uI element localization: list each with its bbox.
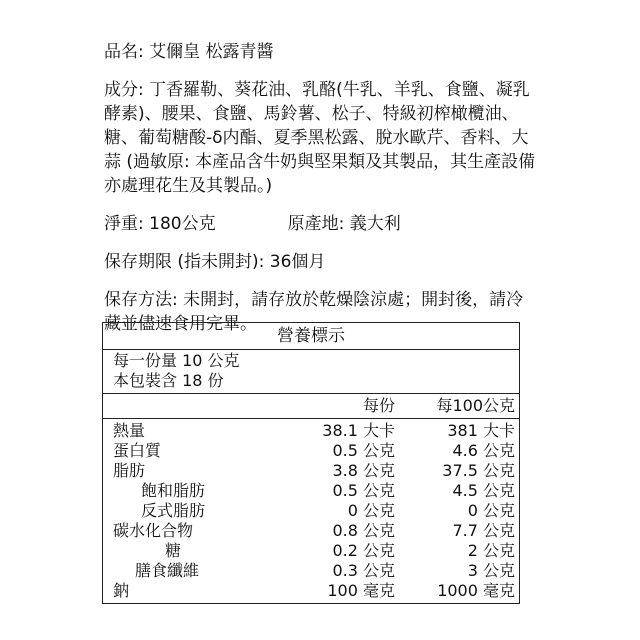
nutrient-row-protein <box>113 441 515 461</box>
nutrient-row-sodium <box>113 581 515 601</box>
nutrient-name: 熱量 <box>113 421 146 440</box>
nutrient-per-serving: 0 公克 <box>347 501 395 520</box>
nutrient-row-carbohydrate <box>113 521 515 541</box>
nutrient-name: 鈉 <box>113 581 130 600</box>
nutrient-row-fat <box>113 461 515 481</box>
nutrient-per-100g: 1000 毫克 <box>437 581 515 600</box>
nutrient-per-100g: 381 大卡 <box>447 421 515 440</box>
nutrient-per-serving: 38.1 大卡 <box>322 421 395 440</box>
nutrient-per-serving: 0.3 公克 <box>332 561 395 580</box>
nutrient-per-serving: 0.2 公克 <box>332 541 395 560</box>
nutrition-title: 營養標示 <box>103 323 519 350</box>
nutrient-row-energy <box>113 421 515 441</box>
nutrition-column-headers <box>103 394 519 419</box>
nutrient-name: 反式脂肪 <box>141 501 206 520</box>
weight-origin-row <box>104 212 536 236</box>
servings-per-package: 本包裝含 18 份 <box>113 371 224 390</box>
nutrient-per-100g: 37.5 公克 <box>442 461 515 480</box>
nutrient-per-100g: 4.5 公克 <box>452 481 515 500</box>
nutrient-per-100g: 3 公克 <box>467 561 515 580</box>
shelf-life: 保存期限 (指未開封): 36個月 <box>104 252 326 272</box>
net-weight: 淨重: 180公克 <box>104 214 216 234</box>
col-header-per-100g: 每100公克 <box>436 396 515 415</box>
serving-size: 每一份量 10 公克 <box>113 351 240 370</box>
col-header-per-serving: 每份 <box>362 396 395 415</box>
product-info <box>104 40 536 350</box>
nutrient-name: 糖 <box>165 541 182 560</box>
nutrition-rows <box>103 419 519 603</box>
nutrient-row-trans-fat <box>113 501 515 521</box>
nutrient-row-dietary-fiber <box>113 561 515 581</box>
serving-info <box>103 350 519 394</box>
storage-instructions: 保存方法: 未開封，請存放於乾燥陰涼處；開封後，請冷藏並儘速食用完畢。 <box>104 290 524 334</box>
nutrient-per-serving: 100 毫克 <box>327 581 395 600</box>
nutrient-per-serving: 0.5 公克 <box>332 441 395 460</box>
nutrient-row-saturated-fat <box>113 481 515 501</box>
nutrient-per-100g: 7.7 公克 <box>452 521 515 540</box>
nutrient-name: 飽和脂肪 <box>141 481 206 500</box>
nutrient-per-100g: 2 公克 <box>467 541 515 560</box>
nutrient-per-serving: 0.8 公克 <box>332 521 395 540</box>
nutrient-per-100g: 4.6 公克 <box>452 441 515 460</box>
nutrient-name: 脂肪 <box>113 461 146 480</box>
nutrition-facts-table <box>102 322 520 604</box>
nutrient-per-serving: 3.8 公克 <box>332 461 395 480</box>
nutrient-name: 碳水化合物 <box>113 521 194 540</box>
nutrient-row-sugar <box>113 541 515 561</box>
nutrient-per-100g: 0 公克 <box>467 501 515 520</box>
nutrient-per-serving: 0.5 公克 <box>332 481 395 500</box>
nutrient-name: 膳食纖維 <box>135 561 200 580</box>
nutrient-name: 蛋白質 <box>113 441 162 460</box>
product-name: 品名: 艾儞皇 松露青醬 <box>104 42 274 62</box>
origin: 原產地: 義大利 <box>287 214 401 234</box>
ingredients: 成分: 丁香羅勒、葵花油、乳酪(牛乳、羊乳、食鹽、凝乳酵素)、腰果、食鹽、馬鈴薯、松子、特級初榨橄欖油、糖、葡萄糖酸-δ内酯、夏季黑松露、脫水歐芹、香料、大蒜 (過敏原: 本產品含牛奶與堅果類及其製品，其生產設備亦處理花生及其製品。) <box>104 80 536 196</box>
